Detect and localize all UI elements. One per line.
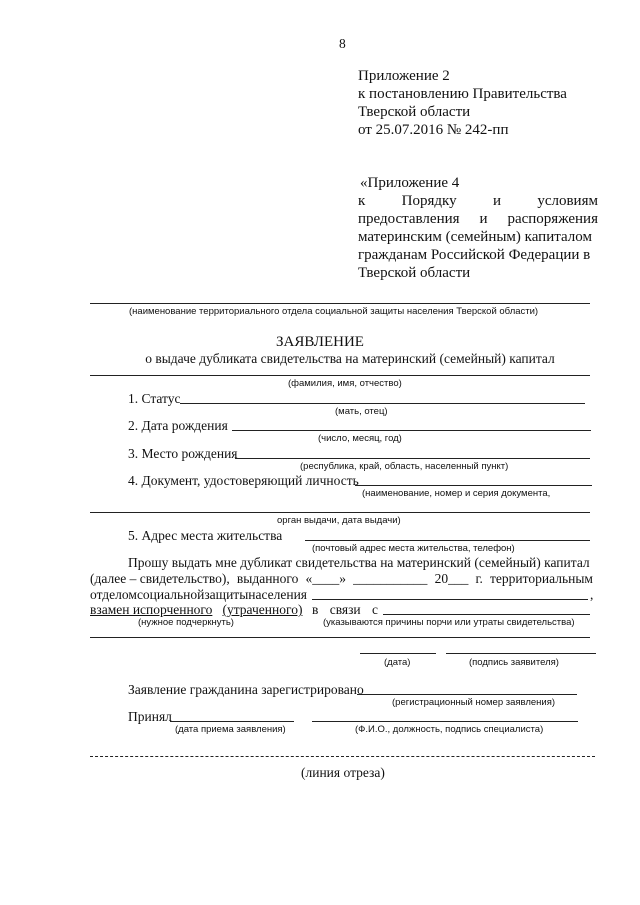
- reason-line-2[interactable]: [90, 637, 590, 638]
- underline-hint: (нужное подчеркнуть): [138, 617, 234, 628]
- header-line-2: к постановлению Правительства: [358, 86, 567, 102]
- appendix-line-5: гражданам Российской Федерации в: [358, 247, 591, 263]
- cut-line-label: (линия отреза): [301, 765, 385, 780]
- birthplace-hint: (республика, край, область, населенный пункт): [300, 461, 509, 472]
- document-subtitle: о выдаче дубликата свидетельства на материнский (семейный) капитал: [145, 351, 555, 366]
- document-title: ЗАЯВЛЕНИЕ: [276, 334, 364, 350]
- status-line[interactable]: [180, 403, 585, 404]
- appendix-line-1: «Приложение 4: [360, 175, 460, 191]
- registration-hint: (регистрационный номер заявления): [392, 697, 556, 708]
- address-hint: (почтовый адрес места жительства, телефон): [312, 543, 515, 554]
- accepted-person-hint: (Ф.И.О., должность, подпись специалиста): [355, 724, 544, 735]
- address-line[interactable]: [305, 540, 590, 541]
- office-name-line: [90, 303, 590, 304]
- header-line-4: от 25.07.2016 № 242-пп: [358, 122, 509, 138]
- signature-line[interactable]: [446, 653, 596, 654]
- reason-line[interactable]: [383, 614, 590, 615]
- request-line-2: (далее – свидетельство), выданного «____» ___________ 20___ г. территориальным: [90, 571, 593, 586]
- birthplace-label: 3. Место рождения: [128, 446, 238, 461]
- header-line-1: Приложение 2: [358, 68, 450, 84]
- fio-hint: (фамилия, имя, отчество): [288, 378, 402, 389]
- birthplace-line[interactable]: [235, 458, 590, 459]
- status-label: 1. Статус: [128, 391, 181, 406]
- document-line[interactable]: [355, 485, 592, 486]
- appendix-line-4: материнским (семейным) капиталом: [358, 229, 592, 245]
- cut-line: [90, 756, 595, 757]
- accepted-person-line[interactable]: [312, 721, 578, 722]
- replacement-choice[interactable]: взамен испорченного (утраченного): [90, 602, 303, 617]
- request-line-3-end: ,: [590, 587, 594, 602]
- document-hint-2: орган выдачи, дата выдачи): [277, 515, 401, 526]
- department-line[interactable]: [312, 599, 588, 600]
- document-line-2[interactable]: [90, 512, 590, 513]
- date-hint: (дата): [384, 657, 411, 668]
- header-line-3: Тверской области: [358, 104, 471, 120]
- request-line-4-tail: в связи с: [312, 602, 378, 617]
- status-hint: (мать, отец): [335, 406, 388, 417]
- document-label: 4. Документ, удостоверяющий личность: [128, 473, 359, 488]
- document-hint: (наименование, номер и серия документа,: [362, 488, 551, 499]
- accepted-label: Принял: [128, 709, 172, 724]
- registration-label: Заявление гражданина зарегистрировано: [128, 682, 364, 697]
- date-line[interactable]: [360, 653, 436, 654]
- birthdate-hint: (число, месяц, год): [318, 433, 402, 444]
- office-name-hint: (наименование территориального отдела социальной защиты населения Тверской области): [129, 306, 539, 317]
- page-number: 8: [339, 36, 346, 51]
- fio-line: [90, 375, 590, 376]
- request-line-3: отделом социальной защиты населения: [90, 587, 308, 602]
- accepted-date-line[interactable]: [170, 721, 294, 722]
- appendix-line-3: предоставления и распоряжения: [358, 211, 598, 227]
- signature-hint: (подпись заявителя): [469, 657, 559, 668]
- appendix-line-2: к Порядку и условиям: [358, 193, 598, 209]
- registration-line[interactable]: [357, 694, 577, 695]
- address-label: 5. Адрес места жительства: [128, 528, 283, 543]
- appendix-line-6: Тверской области: [358, 265, 471, 281]
- reason-hint: (указываются причины порчи или утраты свидетельства): [323, 617, 575, 628]
- birthdate-label: 2. Дата рождения: [128, 418, 228, 433]
- birthdate-line[interactable]: [232, 430, 591, 431]
- accepted-date-hint: (дата приема заявления): [175, 724, 286, 735]
- request-line-1: Прошу выдать мне дубликат свидетельства на материнский (семейный) капитал: [128, 555, 590, 570]
